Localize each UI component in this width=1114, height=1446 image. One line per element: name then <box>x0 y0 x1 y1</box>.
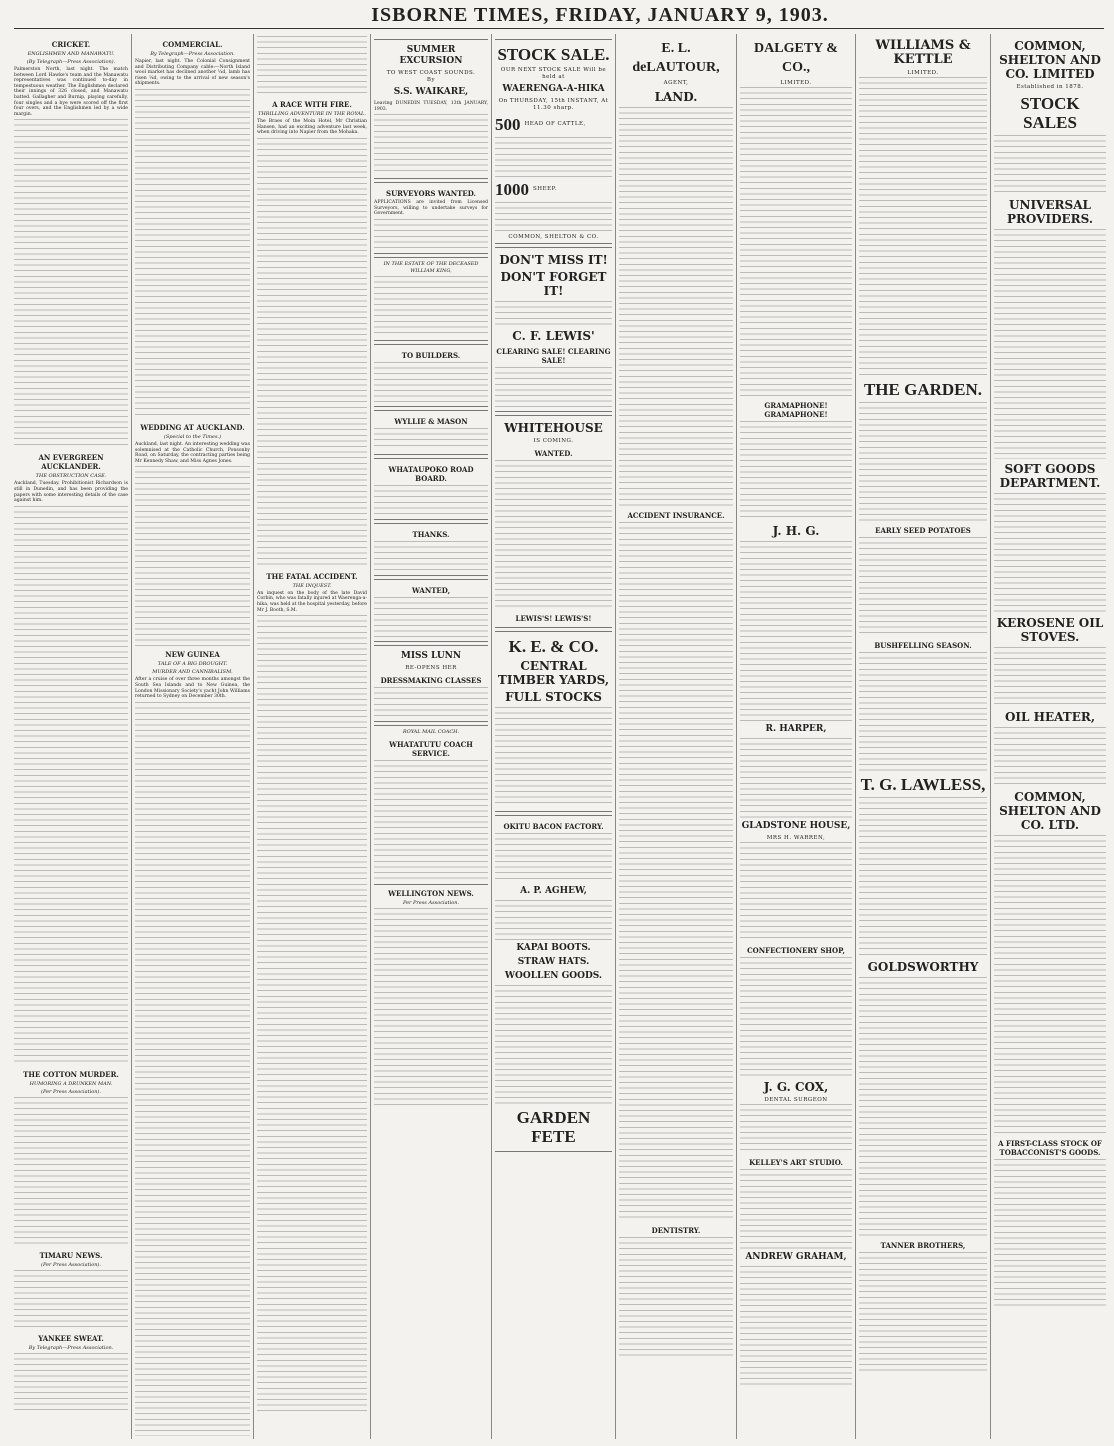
stock-sale-date: On THURSDAY, 15th INSTANT, At 11.30 sharp. <box>498 98 609 111</box>
excursion-ship: S.S. WAIKARE, <box>393 87 469 97</box>
evergreen-headline: AN EVERGREEN AUCKLANDER. <box>38 453 104 472</box>
common-title-2: COMMON, SHELTON AND CO. LTD. <box>999 790 1101 832</box>
jgcox-title: J. G. COX, <box>763 1080 829 1094</box>
the-garden: THE GARDEN. <box>863 380 983 399</box>
dentistry: DENTISTRY. <box>651 1226 701 1235</box>
tenders-title: TO BUILDERS. <box>401 350 461 360</box>
newguinea-headline: NEW GUINEA <box>165 650 220 660</box>
body-filler <box>994 727 1106 787</box>
straw-hats: STRAW HATS. <box>517 957 590 967</box>
body-filler <box>495 301 612 326</box>
fatal-subhead: THE INQUEST. <box>292 582 332 589</box>
body-filler <box>257 36 367 96</box>
excursion-body: Leaving DUNEDIN TUESDAY, 13th JANUARY, 1903. <box>374 101 488 112</box>
body-filler <box>859 652 987 772</box>
column-2 <box>135 36 250 1436</box>
stock-company: COMMON, SHELTON & CO. <box>508 234 599 240</box>
masthead: ISBORNE TIMES, FRIDAY, JANUARY 9, 1903. <box>371 4 829 26</box>
established: Established in 1878. <box>1016 84 1084 90</box>
column-rule <box>370 34 371 1439</box>
body-filler <box>374 362 488 402</box>
ke-co-title: K. E. & CO. <box>508 637 599 656</box>
oil-heater: OIL HEATER, <box>1004 710 1096 724</box>
commercial-body: Napier, last night. The Colonial Consignment and Distributing Company cable:—North Island wool market has declined another ¼d, lamb has risen ¼d, owing to the arrival of new season's shipments. <box>135 59 250 87</box>
body-filler <box>740 541 852 721</box>
whatatutu-coach: WHATATUTU COACH SERVICE. <box>389 739 473 758</box>
newguinea-body: After a cruise of over three months amongst the South Sea Islands and to New Guinea, the London Missionary Society's yacht John Williams returned to Sydney on December 30th. <box>135 677 250 700</box>
gladstone-house: GLADSTONE HOUSE, <box>741 821 851 831</box>
cotton-headline: THE COTTON MURDER. <box>23 1069 119 1079</box>
cotton-assoc: (Per Press Association). <box>41 1088 101 1095</box>
body-filler <box>135 89 250 419</box>
williams-kettle: WILLIAMS & KETTLE <box>875 38 971 67</box>
dont-forget: DON'T FORGET IT! <box>500 270 607 298</box>
land-title: LAND. <box>654 90 698 104</box>
aghew-title: A. P. AGHEW, <box>520 886 587 896</box>
accident-insurance: ACCIDENT INSURANCE. <box>627 511 725 520</box>
body-filler <box>859 1252 987 1372</box>
garden-fete: GARDEN FETE <box>516 1108 591 1146</box>
cotton-subhead: HUMORING A DRUNKEN MAN. <box>29 1080 113 1087</box>
gramophone: GRAMAPHONE! GRAMAPHONE! <box>764 401 828 419</box>
lewis-twice: LEWIS'S! LEWIS'S! <box>515 614 592 623</box>
body-filler <box>859 402 987 522</box>
column-rule <box>253 34 254 1439</box>
body-filler <box>374 908 488 1108</box>
jhg-title: J. H. G. <box>772 524 820 538</box>
column-3 <box>257 36 367 1436</box>
body-filler <box>994 835 1106 1135</box>
body-filler <box>374 541 488 571</box>
body-filler <box>994 1159 1106 1309</box>
body-filler <box>859 797 987 957</box>
wanted-title: WANTED, <box>411 585 451 595</box>
body-filler <box>14 506 128 1066</box>
early-seed-potatoes: EARLY SEED POTATOES <box>875 526 971 535</box>
body-filler <box>495 707 612 807</box>
whitehouse-title: WHITEHOUSE <box>504 421 603 435</box>
soft-goods: SOFT GOODS DEPARTMENT. <box>999 462 1101 490</box>
cattle-count: 500 <box>495 115 521 134</box>
body-filler <box>374 597 488 637</box>
body-filler <box>740 1169 852 1249</box>
evergreen-body: Auckland, Tuesday. Prohibitionist Richardson is still in Dunedin, and has been providing the papers with some interesting details of the case against him. <box>14 481 128 504</box>
column-7 <box>740 36 852 1436</box>
lawless-title: T. G. LAWLESS, <box>860 775 986 794</box>
dalgety-limited: LIMITED. <box>780 80 812 86</box>
full-stocks: FULL STOCKS <box>505 690 602 704</box>
kelleys-studio: KELLEY'S ART STUDIO. <box>749 1158 843 1167</box>
fatal-headline: THE FATAL ACCIDENT. <box>266 571 358 581</box>
yankee-headline: YANKEE SWEAT. <box>38 1333 104 1343</box>
column-4 <box>374 36 488 1436</box>
body-filler <box>495 900 612 940</box>
miss-lunn: MISS LUNN <box>400 650 462 661</box>
body-filler <box>14 1270 128 1330</box>
goldsworthy-title: GOLDSWORTHY <box>867 960 979 974</box>
timaru-headline: TIMARU NEWS. <box>39 1250 103 1260</box>
andrew-graham: ANDREW GRAHAM, <box>745 1252 847 1262</box>
body-filler <box>740 421 852 521</box>
column-rule <box>736 34 737 1439</box>
sheep-label: SHEEP. <box>533 186 557 192</box>
body-filler <box>495 985 612 1105</box>
is-coming: IS COMING. <box>533 438 574 444</box>
whataupoko-title: WHATAUPOKO ROAD BOARD. <box>388 464 474 483</box>
okitu-bacon: OKITU BACON FACTORY. <box>503 822 604 831</box>
wyllie-title: WYLLIE & MASON <box>394 416 468 426</box>
body-filler <box>135 702 250 1436</box>
body-filler <box>374 219 488 249</box>
body-filler <box>495 833 612 883</box>
tanner-brothers: TANNER BROTHERS, <box>880 1241 966 1250</box>
body-filler <box>14 1353 128 1413</box>
wellington-headline: WELLINGTON NEWS. <box>388 888 474 898</box>
stock-sale-place: WAERENGA-A-HIKA <box>502 84 605 94</box>
rharper-title: R. HARPER, <box>765 724 827 734</box>
commercial-headline: COMMERCIAL. <box>162 40 223 49</box>
column-1 <box>14 36 128 1436</box>
body-filler <box>135 466 250 646</box>
central-timber: CENTRAL TIMBER YARDS, <box>497 659 610 687</box>
bushfelling-season: BUSHFELLING SEASON. <box>874 641 972 650</box>
sheep-count: 1000 <box>495 180 529 199</box>
body-filler <box>495 202 612 232</box>
body-filler <box>859 77 987 377</box>
cricket-body: Palmerston North, last night. The match between Lord Hawke's team and the Manawatu representatives was continued to-day in tempestuous weather. The Englishmen declared their innings of 326 closed, and Manawatu batted. Gallagher and Burnip, playing carefully, four singles and a bye were scored off the first four overs, and the Englishmen led by a wide margin. <box>14 67 128 117</box>
body-filler <box>740 738 852 818</box>
column-rule <box>990 34 991 1439</box>
clearing-sale: CLEARING SALE! CLEARING SALE! <box>496 347 611 365</box>
column-rule <box>855 34 856 1439</box>
body-filler <box>619 107 733 507</box>
body-filler <box>374 687 488 717</box>
surveyors-body: APPLICATIONS are invited from Licensed Surveyors, willing to undertake surveys for Government. <box>374 200 488 217</box>
excursion-subtitle: TO WEST COAST SOUNDS. <box>386 70 476 76</box>
body-filler <box>374 428 488 450</box>
timaru-assoc: (Per Press Association). <box>41 1261 101 1268</box>
column-9 <box>994 36 1106 1436</box>
body-filler <box>257 615 367 1415</box>
body-filler <box>994 493 1106 613</box>
masthead-rule <box>14 28 1104 29</box>
body-filler <box>374 485 488 515</box>
body-filler <box>495 367 612 407</box>
body-filler <box>374 276 488 336</box>
wedding-headline: WEDDING AT AUCKLAND. <box>140 422 245 432</box>
excursion-title: SUMMER EXCURSION <box>399 45 463 66</box>
williams-limited: LIMITED. <box>907 70 939 76</box>
body-filler <box>740 957 852 1077</box>
kerosene-stoves: KEROSENE OIL STOVES. <box>996 616 1104 644</box>
cattle-label: HEAD OF CATTLE, <box>524 121 586 127</box>
body-filler <box>994 229 1106 459</box>
newguinea-subhead: TALE OF A BIG DROUGHT. <box>157 661 228 668</box>
race-headline: A RACE WITH FIRE. <box>272 100 352 109</box>
wanted-heading: WANTED. <box>534 449 573 458</box>
kapai-boots: KAPAI BOOTS. <box>516 943 591 953</box>
dental-surgeon: DENTAL SURGEON <box>764 1097 828 1103</box>
body-filler <box>257 138 367 568</box>
universal-providers: UNIVERSAL PROVIDERS. <box>1006 198 1094 226</box>
body-filler <box>994 647 1106 707</box>
lunn-subtitle: RE-OPENS HER <box>405 664 457 671</box>
column-rule <box>615 34 616 1439</box>
agent-label: AGENT, <box>663 80 689 86</box>
body-filler <box>14 119 128 449</box>
body-filler <box>740 1266 852 1386</box>
wedding-subhead: (Special to the Times.) <box>163 433 222 440</box>
column-rule <box>131 34 132 1439</box>
wellington-assoc: Per Press Association. <box>402 899 460 906</box>
fatal-body: An inquest on the body of the late David Corbin, who was fatally injured at Waerenga-a-hika, was held at the hospital yesterday, before Mr J. Booth, S.M. <box>257 590 367 613</box>
dalgety-title: DALGETY & CO., <box>754 41 838 75</box>
woollen-goods: WOOLLEN GOODS. <box>504 971 603 981</box>
commercial-assoc: By Telegraph—Press Association. <box>150 51 235 57</box>
confectionery-shop: CONFECTIONERY SHOP, <box>747 946 845 955</box>
thanks-title: THANKS. <box>412 529 450 539</box>
common-title: COMMON, SHELTON AND CO. LIMITED <box>999 39 1101 81</box>
warren: MRS H. WARREN, <box>766 835 826 841</box>
body-filler <box>859 537 987 637</box>
lewis-title: C. F. LEWIS' <box>512 329 595 343</box>
body-filler <box>619 522 733 1222</box>
yankee-assoc: By Telegraph—Press Association. <box>28 1344 114 1351</box>
stock-sale-sub: OUR NEXT STOCK SALE Will be held at <box>500 67 607 80</box>
body-filler <box>740 1104 852 1154</box>
column-rule <box>491 34 492 1439</box>
cricket-subhead: ENGLISHMEN AND MANAWATU. <box>27 51 115 57</box>
body-filler <box>740 842 852 942</box>
dressmaking-classes: DRESSMAKING CLASSES <box>380 675 482 685</box>
excursion-by: By <box>426 77 436 83</box>
body-filler <box>374 760 488 880</box>
body-filler <box>495 137 612 177</box>
wedding-body: Auckland, last night. An interesting wedding was solemnised at the Catholic Church, Ponsonby Road, on Saturday, the contracting parties being Mr Kennedy Shaw, and Miss Agnes Jones. <box>135 441 250 464</box>
evergreen-subhead: THE OBSTRUCTION CASE. <box>35 473 107 480</box>
body-filler <box>495 460 612 610</box>
column-5 <box>495 36 612 1436</box>
body-filler <box>859 977 987 1237</box>
royal-mail-coach: ROYAL MAIL COACH. <box>402 728 460 735</box>
stock-sales: STOCK SALES <box>1020 94 1080 132</box>
newguinea-subhead-2: MURDER AND CANNIBALISM. <box>152 669 233 676</box>
delautour-title: E. L. deLAUTOUR, <box>632 41 720 75</box>
cricket-headline: CRICKET. <box>51 40 91 49</box>
estate-title: IN THE ESTATE OF THE DECEASED WILLIAM KING, <box>383 260 479 274</box>
tobacco-stock: A FIRST-CLASS STOCK OF TOBACCONIST'S GOODS. <box>998 1139 1102 1157</box>
column-8 <box>859 36 987 1436</box>
race-subhead: THRILLING ADVENTURE IN THE ROYAL. <box>258 111 366 117</box>
body-filler <box>374 114 488 174</box>
race-body: The Braes of the Moin Hotel, Mr Christian Hansen, had an exciting adventure last week, when driving into Napier from the Mohaka. <box>257 119 367 136</box>
body-filler <box>740 87 852 397</box>
cricket-assoc: (By Telegraph—Press Association). <box>26 59 116 65</box>
surveyors-title: SURVEYORS WANTED. <box>386 189 476 199</box>
stock-sale-title: STOCK SALE. <box>497 45 610 64</box>
body-filler <box>619 1237 733 1357</box>
body-filler <box>994 135 1106 195</box>
column-6 <box>619 36 733 1436</box>
dont-miss: DON'T MISS IT! <box>499 253 608 267</box>
body-filler <box>14 1097 128 1247</box>
